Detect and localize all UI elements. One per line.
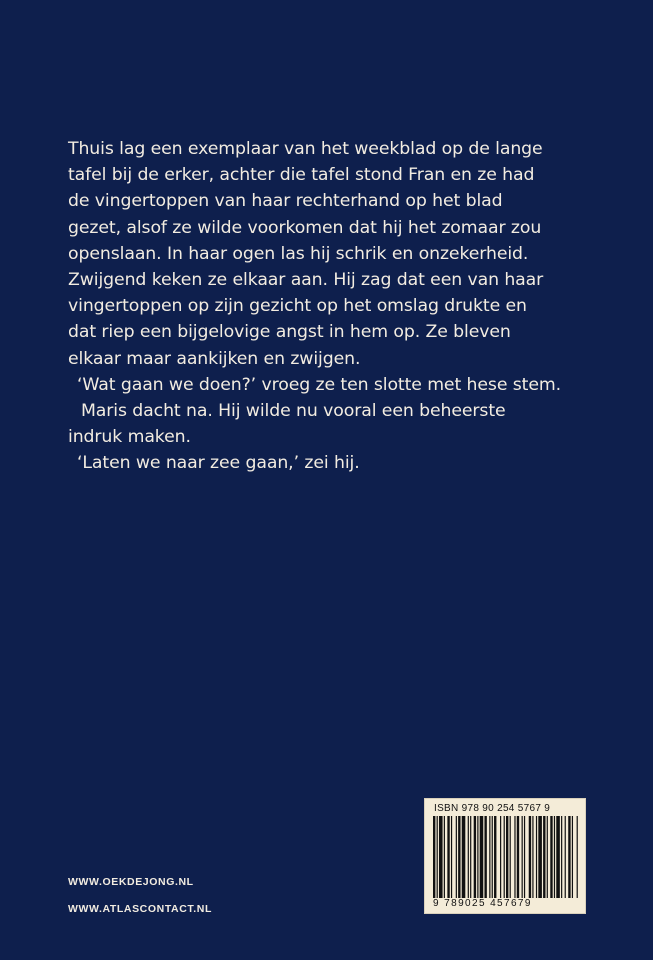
excerpt-line: ‘Laten we naar zee gaan,’ zei hij. [77,453,360,474]
barcode-bar [433,816,435,898]
excerpt-line: vingertoppen op zijn gezicht op het omslag drukte en [68,296,527,317]
barcode-bar [547,816,548,898]
barcode-bar [529,816,531,898]
barcode-bar [536,816,537,898]
excerpt-line: indruk maken. [68,427,191,448]
barcode-bar [444,816,445,898]
barcode-bar [437,816,438,898]
excerpt-line: dat riep een bijgelovige angst in hem op. Ze bleven [68,322,511,343]
barcode-bar [577,816,578,898]
publisher-website: WWW.ATLASCONTACT.NL [68,903,212,915]
barcode-bar [556,816,560,898]
barcode-bar [456,816,457,898]
barcode-bar [506,816,508,898]
excerpt-line: Maris dacht na. Hij wilde nu vooral een beheerste [81,401,506,422]
barcode-bar [561,816,562,898]
excerpt-line: ‘Wat gaan we doen?’ vroeg ze ten slotte met hese stem. [77,374,561,395]
barcode-bar [565,816,566,898]
barcode-bar [462,816,466,898]
barcode-bar [550,816,552,898]
barcode-bar [447,816,449,898]
barcode-bar [489,816,490,898]
excerpt-line: elkaar maar aankijken en zwijgen. [68,348,361,369]
barcode-bar [474,816,476,898]
author-website: WWW.OEKDEJONG.NL [68,876,194,888]
back-cover-excerpt [68,136,568,477]
barcode-bar [538,816,542,898]
excerpt-line: Zwijgend keken ze elkaar aan. Hij zag dat een van haar [68,270,544,291]
excerpt-line: Thuis lag een exemplaar van het weekblad op de lange [68,139,543,159]
barcode-bar [477,816,478,898]
isbn-label: ISBN 978 90 254 5767 9 [434,803,551,814]
excerpt-line: de vingertoppen van haar rechterhand op het blad [68,191,503,212]
barcode-bar [532,816,533,898]
barcode-bar [494,816,496,898]
barcode-bar [458,816,460,898]
excerpt-line: tafel bij de erker, achter die tafel stond Fran en ze had [68,165,535,186]
barcode-bars [433,816,579,898]
barcode-bar [451,816,452,898]
barcode-bar [524,816,525,898]
barcode-bar [522,816,523,898]
barcode-bar [500,816,501,898]
barcode-bar [510,816,511,898]
excerpt-line: openslaan. In haar ogen las hij schrik en onzekerheid. [68,243,529,264]
barcode-bar [517,816,519,898]
isbn-barcode [424,798,586,914]
barcode-bar [568,816,570,898]
barcode-bar [504,816,505,898]
barcode-bar [470,816,471,898]
barcode-bar [439,816,443,898]
barcode-bar [480,816,484,898]
barcode-bar [543,816,545,898]
barcode-bar [514,816,515,898]
barcode-bar [484,816,486,898]
barcode-bar [492,816,493,898]
barcode-bar [468,816,469,898]
barcode-bar [572,816,573,898]
excerpt-line: gezet, alsof ze wilde voorkomen dat hij het zomaar zou [68,217,542,238]
barcode-digits: 9 789025 457679 [433,898,532,909]
barcode-bar [554,816,555,898]
